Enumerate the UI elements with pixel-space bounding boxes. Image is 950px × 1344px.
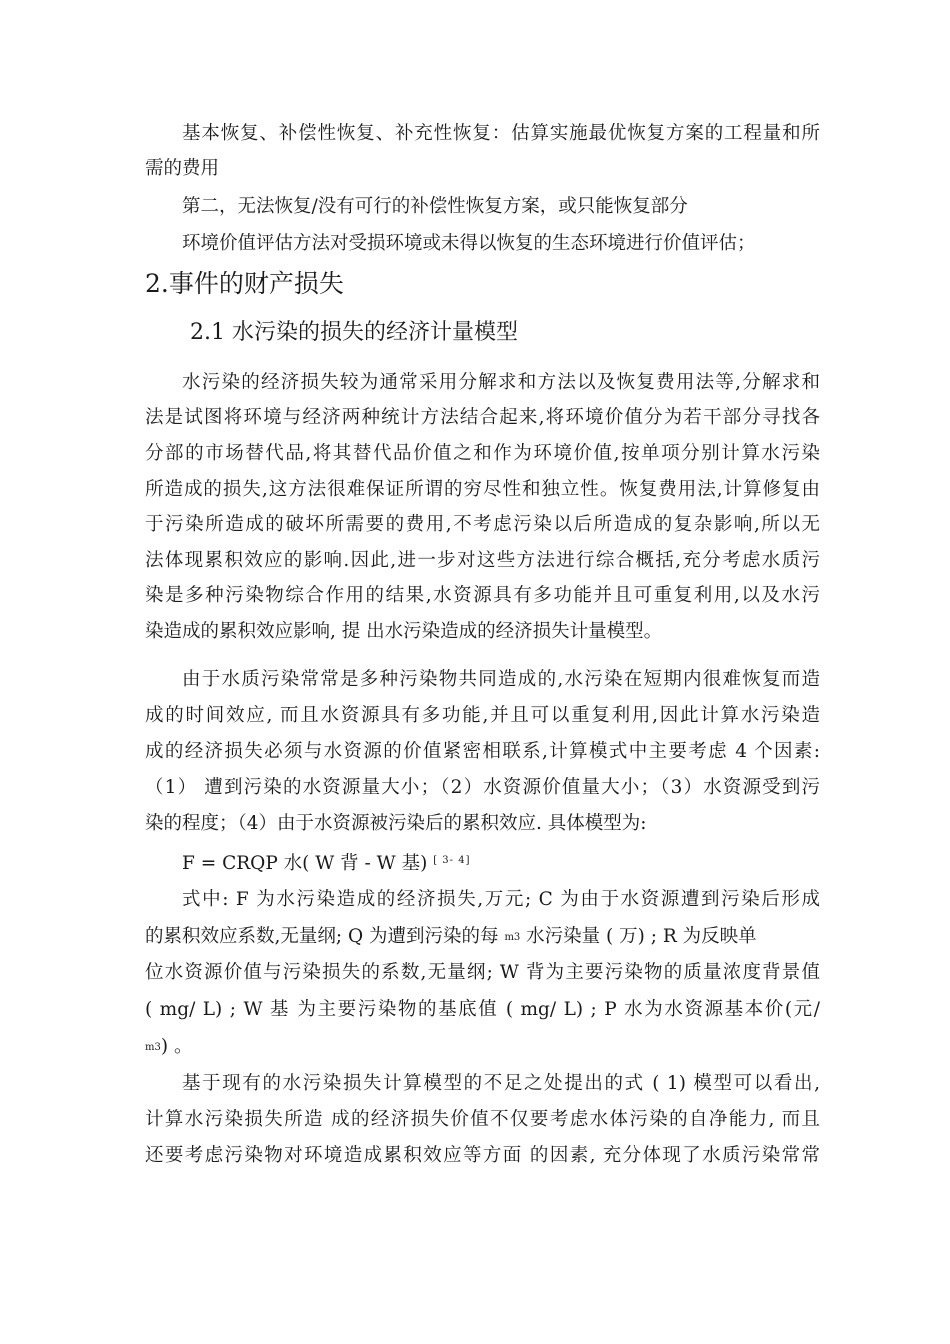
paragraph-line: 成的经济损失必须与水资源的价值紧密相联系,计算模式中主要考虑 4 个因素: (145, 741, 820, 762)
paragraph-line (145, 1035, 820, 1060)
formula-line (182, 849, 820, 876)
paragraph-line: 基于现有的水污染损失计算模型的不足之处提出的式 ( 1) 模型可以看出, (182, 1073, 820, 1094)
paragraph-line: 第二，无法恢复/没有可行的补偿性恢复方案，或只能恢复部分 (182, 196, 688, 217)
paragraph-line: 成的时间效应, 而且水资源具有多功能,并且可以重复利用,因此计算水污染造 (145, 705, 820, 726)
paragraph-line: （1） 遭到污染的水资源量大小；（2）水资源价值量大小；（3）水资源受到污 (145, 777, 820, 798)
subsection-heading: 2.1 水污染的损失的经济计量模型 (190, 320, 518, 345)
paragraph-line: 染造成的累积效应影响, 提 出水污染造成的经济损失计量模型。 (145, 621, 663, 642)
text-span: 的累积效应系数,无量纲; Q 为遭到污染的每 (145, 926, 505, 947)
paragraph-line: 法体现累积效应的影响.因此,进一步对这些方法进行综合概括,充分考虑水质污 (145, 550, 820, 571)
formula: F = CRQP 水( W 背 - W 基) (182, 853, 428, 874)
section-heading: 2.事件的财产损失 (145, 269, 344, 298)
paragraph-line: 所造成的损失,这方法很难保证所谓的穷尽性和独立性。恢复费用法,计算修复由 (145, 479, 820, 500)
paragraph-line: 基本恢复、补偿性恢复、补充性恢复：估算实施最优恢复方案的工程量和所 (182, 123, 820, 144)
paragraph-line: 法是试图将环境与经济两种统计方法结合起来,将环境价值分为若干部分寻找各 (145, 407, 820, 428)
paragraph-line: 由于水质污染常常是多种污染物共同造成的,水污染在短期内很难恢复而造 (182, 669, 820, 690)
citation-ref: [ 3- 4] (433, 855, 471, 866)
paragraph-line: 染的程度；（4）由于水资源被污染后的累积效应. 具体模型为: (145, 813, 647, 834)
unit-text: m3 (504, 932, 521, 943)
paragraph-line: ( mg/ L) ; W 基 为主要污染物的基底值 ( mg/ L) ; P 水为水资源基本价(元/ (145, 999, 820, 1020)
text-span: 水污染量 ( 万) ; R 为反映单 (520, 926, 757, 947)
paragraph-line: 还要考虑污染物对环境造成累积效应等方面 的因素, 充分体现了水质污染常常 (145, 1145, 820, 1166)
paragraph-line: 染是多种污染物综合作用的结果,水资源具有多功能并且可重复利用,以及水污 (145, 585, 820, 606)
paragraph-line: 需的费用 (145, 158, 220, 179)
paragraph-line: 水污染的经济损失较为通常采用分解求和方法以及恢复费用法等,分解求和 (182, 372, 820, 393)
paragraph-line: 式中: F 为水污染造成的经济损失,万元; C 为由于水资源遭到污染后形成 (182, 889, 820, 910)
paragraph-line: 计算水污染损失所造 成的经济损失价值不仅要考虑水体污染的自净能力, 而且 (145, 1109, 820, 1130)
paragraph-line (145, 925, 820, 950)
paragraph-line: 分部的市场替代品,将其替代品价值之和作为环境价值,按单项分别计算水污染 (145, 443, 820, 464)
paragraph-line: 环境价值评估方法对受损环境或未得以恢复的生态环境进行价值评估； (182, 233, 756, 254)
paragraph-line: 位水资源价值与污染损失的系数,无量纲; W 背为主要污染物的质量浓度背景值 (145, 962, 820, 983)
text-span: ) 。 (160, 1036, 193, 1057)
unit-text: m3 (145, 1042, 161, 1053)
paragraph-line: 于污染所造成的破坏所需要的费用,不考虑污染以后所造成的复杂影响,所以无 (145, 514, 820, 535)
